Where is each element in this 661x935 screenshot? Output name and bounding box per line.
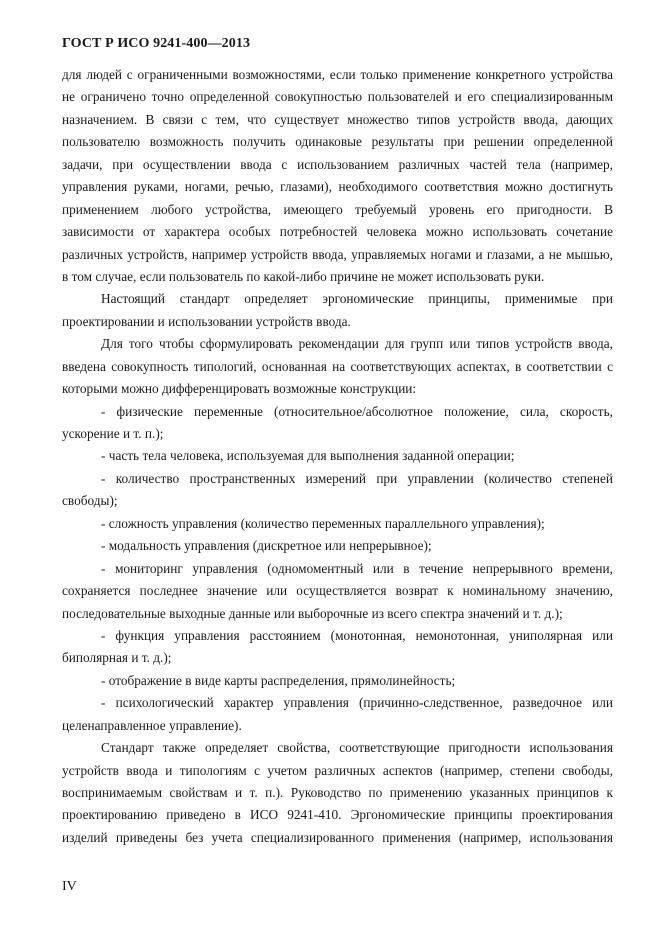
document-header: ГОСТ Р ИСО 9241-400—2013 (62, 36, 251, 51)
text-line: применением любого устройства, имеющего требуемый уровень его пригодности. В (62, 201, 613, 217)
text-line: - психологический характер управления (причинно-следственное, разведочное или (101, 695, 613, 711)
text-line: - физические переменные (относительное/абсолютное положение, сила, скорость, (101, 403, 613, 419)
text-line: целенаправленное управление). (62, 717, 242, 733)
text-line: назначением. В связи с тем, что существует множество типов устройств ввода, дающих (62, 111, 613, 127)
text-line: воспринимаемым свойствам и т. п.). Руководство по применению указанных принципов к (62, 785, 613, 800)
text-line: биполярная и т. д.); (62, 650, 172, 666)
text-line: для людей с ограниченными возможностями, если только применение конкретного устройства (62, 67, 613, 82)
text-line: управления руками, ногами, речью, глазами), необходимого соответствия можно достигнуть (62, 179, 613, 195)
text-line: свободы); (62, 493, 118, 509)
text-line: которыми можно дифференцировать возможные конструкции: (62, 381, 417, 397)
text-line: ускорение и т. п.); (62, 426, 164, 441)
text-line: - модальность управления (дискретное или непрерывное); (101, 538, 432, 554)
text-line: задачи, при осуществлении ввода с использованием различных частей тела (например, (62, 156, 613, 172)
text-line: пользователю возможность получить одинаковые результаты при решении определенной (62, 134, 613, 150)
text-line: Настоящий стандарт определяет эргономические принципы, применимые при (101, 291, 613, 307)
text-line: Для того чтобы сформулировать рекомендации для групп или типов устройств ввода, (101, 336, 613, 352)
text-line: введена совокупность типологий, основанная на соответствующих аспектах, в соответствии с (62, 358, 613, 374)
text-line: не ограничено точно определенной совокупностью пользователей и его специализированным (62, 89, 613, 105)
text-line: - отображение в виде карты распределения, прямолинейность; (101, 672, 456, 688)
text-line: проектированию приведено в ИСО 9241-410. Эргономические принципы проектирования (62, 807, 613, 823)
text-line: - часть тела человека, используемая для выполнения заданной операции; (101, 448, 515, 464)
text-line: - сложность управления (количество переменных параллельного управления); (101, 515, 545, 531)
text-line: Стандарт также определяет свойства, соответствующие пригодности использования (101, 740, 613, 756)
page-number: IV (62, 879, 77, 894)
body-text (62, 64, 613, 849)
text-line: в том случае, если пользователь по какой-либо причине не может использовать руки. (62, 268, 545, 284)
text-line: сохраняется последнее значение или осуществляется возврат к номинальному значению, (62, 583, 613, 599)
text-line: устройств ввода и типологиям с учетом различных аспектов (например, степени свободы, (62, 762, 613, 778)
text-line: последовательные выходные данные или выборочные из всего спектра значений и т. д.); (62, 605, 563, 621)
text-line: проектировании и использовании устройств ввода. (62, 313, 351, 329)
text-line: - функция управления расстоянием (монотонная, немонотонная, униполярная или (101, 627, 613, 643)
text-line: зависимости от характера особых потребностей человека можно использовать сочетание (62, 224, 613, 240)
text-line: - мониторинг управления (одномоментный или в течение непрерывного времени, (101, 560, 613, 576)
text-line: изделий приведены без учета специализированного применения (например, использования (62, 829, 613, 845)
text-line: - количество пространственных измерений при управлении (количество степеней (101, 470, 613, 486)
text-line: различных устройств, например устройств ввода, управляемых ногами и глазами, а не мышью, (62, 246, 613, 262)
